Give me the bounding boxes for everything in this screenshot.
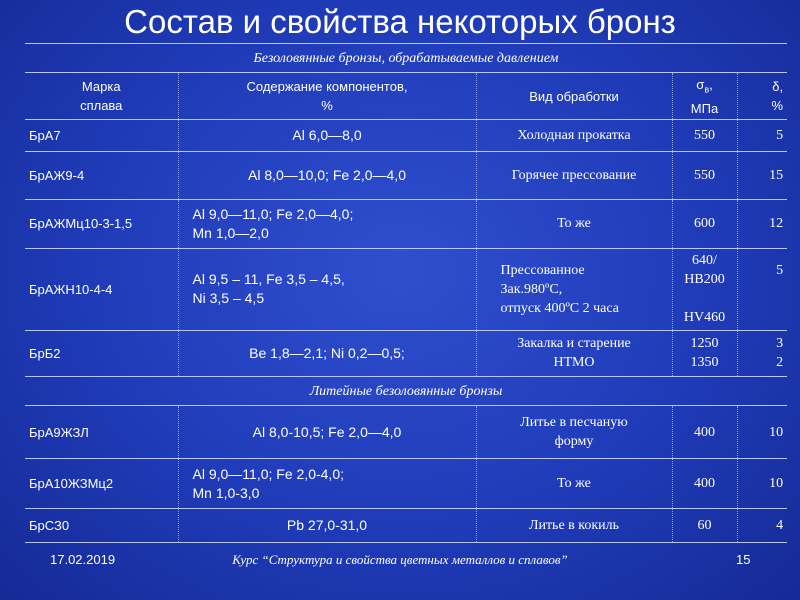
- strength-cell: [672, 330, 737, 376]
- treatment-cell: [476, 458, 672, 508]
- strength-cell: [672, 458, 737, 508]
- grade-cell: БрАЖН10-4-4: [25, 248, 178, 330]
- elongation-cell: [737, 330, 787, 376]
- section-title-pressure: Безоловянные бронзы, обрабатываемые давлением: [25, 44, 787, 73]
- composition-cell-line: Al 9,5 – 11, Fe 3,5 – 4,5,: [192, 271, 345, 288]
- elongation-cell-line: 10: [769, 476, 784, 492]
- header-row: [25, 73, 787, 120]
- footer-course: Курс “Структура и свойства цветных металлов и сплавов”: [232, 552, 568, 567]
- strength-cell-line: НV460: [683, 310, 726, 326]
- treatment-cell: [476, 509, 672, 543]
- table-row: [25, 151, 787, 199]
- header-composition: [178, 73, 476, 120]
- header-delta-line: δ,: [772, 79, 784, 95]
- composition-cell: [178, 248, 476, 330]
- treatment-cell-line: То же: [557, 476, 591, 492]
- section-row-pressure: [25, 44, 787, 73]
- grade-cell: БрСЗ0: [25, 509, 178, 543]
- treatment-cell: [476, 330, 672, 376]
- elongation-cell-line: [742, 280, 784, 299]
- composition-cell-line: Be 1,8—2,1; Ni 0,2—0,5;: [249, 344, 405, 361]
- sigma-symbol: σ: [696, 76, 705, 92]
- slide-title: Состав и свойства некоторых бронз: [124, 3, 676, 40]
- elongation-cell: [737, 120, 787, 152]
- elongation-cell: [737, 509, 787, 543]
- strength-cell: [672, 120, 737, 152]
- elongation-cell: [737, 248, 787, 330]
- strength-cell-line: 600: [694, 216, 715, 232]
- elongation-cell-line: 5: [776, 128, 784, 144]
- grade-cell: БрА7: [25, 120, 178, 152]
- header-grade-line: Марка: [81, 79, 121, 95]
- strength-cell: [672, 248, 737, 330]
- table-row: [25, 406, 787, 459]
- strength-cell-line: 1350: [690, 355, 719, 371]
- composition-cell: [178, 330, 476, 376]
- grade-cell: БрАЖМц10-3-1,5: [25, 200, 178, 248]
- elongation-cell-line: 15: [769, 168, 784, 184]
- treatment-cell: [476, 120, 672, 152]
- header-sigma-line: [677, 75, 733, 100]
- header-delta: [737, 73, 787, 120]
- table-row: [25, 509, 787, 543]
- treatment-cell-line: отпуск 400ºС 2 часа: [500, 300, 619, 316]
- strength-cell-line: 640/НВ200: [684, 253, 725, 288]
- composition-cell-line: Al 9,0—11,0; Fe 2,0-4,0;: [192, 465, 344, 482]
- header-sigma: [672, 73, 737, 120]
- header-sigma-unit: МПа: [690, 101, 719, 117]
- grade-cell: БрАЖ9-4: [25, 151, 178, 199]
- section-title-cast: Литейные безоловянные бронзы: [25, 376, 787, 405]
- header-grade: [25, 73, 178, 120]
- composition-cell-line: Ni 3,5 – 4,5: [192, 290, 265, 307]
- header-composition-line: %: [321, 98, 333, 114]
- bronze-properties-table: [25, 43, 787, 543]
- footer-page-number: 15: [736, 552, 751, 567]
- grade-cell: БрА10ЖЗМц2: [25, 458, 178, 508]
- composition-cell: [178, 151, 476, 199]
- treatment-cell-line: То же: [557, 216, 591, 232]
- strength-cell-line: 60: [697, 518, 712, 534]
- strength-cell: [672, 406, 737, 459]
- composition-cell: [178, 120, 476, 152]
- treatment-cell: [476, 200, 672, 248]
- header-delta-line: %: [771, 98, 784, 114]
- strength-cell-line: 1250: [690, 336, 719, 352]
- strength-cell-line: 400: [694, 476, 715, 492]
- treatment-cell-line: Закалка и старение: [517, 336, 631, 352]
- table-row: [25, 458, 787, 508]
- strength-cell-line: 550: [694, 128, 715, 144]
- elongation-cell-line: 3: [776, 336, 784, 352]
- table-row: [25, 200, 787, 248]
- treatment-cell-line: форму: [554, 434, 594, 450]
- treatment-cell-line: Зак.980ºС,: [500, 281, 563, 297]
- composition-cell-line: Al 8,0—10,0; Fe 2,0—4,0: [248, 167, 406, 184]
- composition-cell: [178, 509, 476, 543]
- grade-cell: БрБ2: [25, 330, 178, 376]
- strength-cell-line: [677, 289, 733, 308]
- composition-cell-line: Al 6,0—8,0: [292, 127, 362, 144]
- treatment-cell-line: Литье в песчаную: [520, 415, 628, 431]
- table-row: [25, 120, 787, 152]
- table-row: [25, 330, 787, 376]
- treatment-cell-line: Горячее прессование: [511, 168, 637, 184]
- treatment-cell-line: НТМО: [553, 355, 595, 371]
- elongation-cell: [737, 406, 787, 459]
- header-treatment: Вид обработки: [476, 73, 672, 120]
- treatment-cell-line: Литье в кокиль: [528, 518, 620, 534]
- composition-cell-line: Pb 27,0-31,0: [286, 517, 368, 534]
- sigma-suffix: ,: [709, 76, 713, 92]
- header-composition-line: Содержание компонентов,: [246, 79, 408, 95]
- composition-cell-line: Al 8,0-10,5; Fe 2,0—4,0: [252, 423, 402, 440]
- elongation-cell-line: 10: [769, 424, 784, 440]
- composition-cell-line: Mn 1,0—2,0: [192, 224, 269, 241]
- composition-cell: [178, 200, 476, 248]
- treatment-cell-line: Прессованное: [500, 262, 585, 278]
- treatment-cell: [476, 151, 672, 199]
- treatment-cell-line: Холодная прокатка: [517, 128, 631, 144]
- elongation-cell-line: 12: [769, 216, 784, 232]
- grade-cell: БрА9ЖЗЛ: [25, 406, 178, 459]
- elongation-cell: [737, 200, 787, 248]
- composition-cell-line: Al 9,0—11,0; Fe 2,0—4,0;: [192, 205, 354, 222]
- strength-cell-line: 550: [694, 168, 715, 184]
- elongation-cell: [737, 151, 787, 199]
- elongation-cell-line: 5: [776, 262, 784, 278]
- treatment-cell: [476, 406, 672, 459]
- strength-cell: [672, 200, 737, 248]
- strength-cell-line: 400: [694, 424, 715, 440]
- section-row-cast: [25, 376, 787, 405]
- sigma-subscript: в: [704, 84, 710, 95]
- composition-cell: [178, 406, 476, 459]
- strength-cell: [672, 151, 737, 199]
- strength-cell: [672, 509, 737, 543]
- composition-cell-line: Mn 1,0-3,0: [192, 484, 260, 501]
- elongation-cell-line: [742, 299, 784, 318]
- elongation-cell: [737, 458, 787, 508]
- elongation-cell-line: 4: [776, 518, 784, 534]
- elongation-cell-line: 2: [776, 355, 784, 371]
- header-grade-line: сплава: [80, 98, 123, 114]
- composition-cell: [178, 458, 476, 508]
- table-row: [25, 248, 787, 330]
- treatment-cell: [476, 248, 672, 330]
- footer-date: 17.02.2019: [50, 552, 116, 567]
